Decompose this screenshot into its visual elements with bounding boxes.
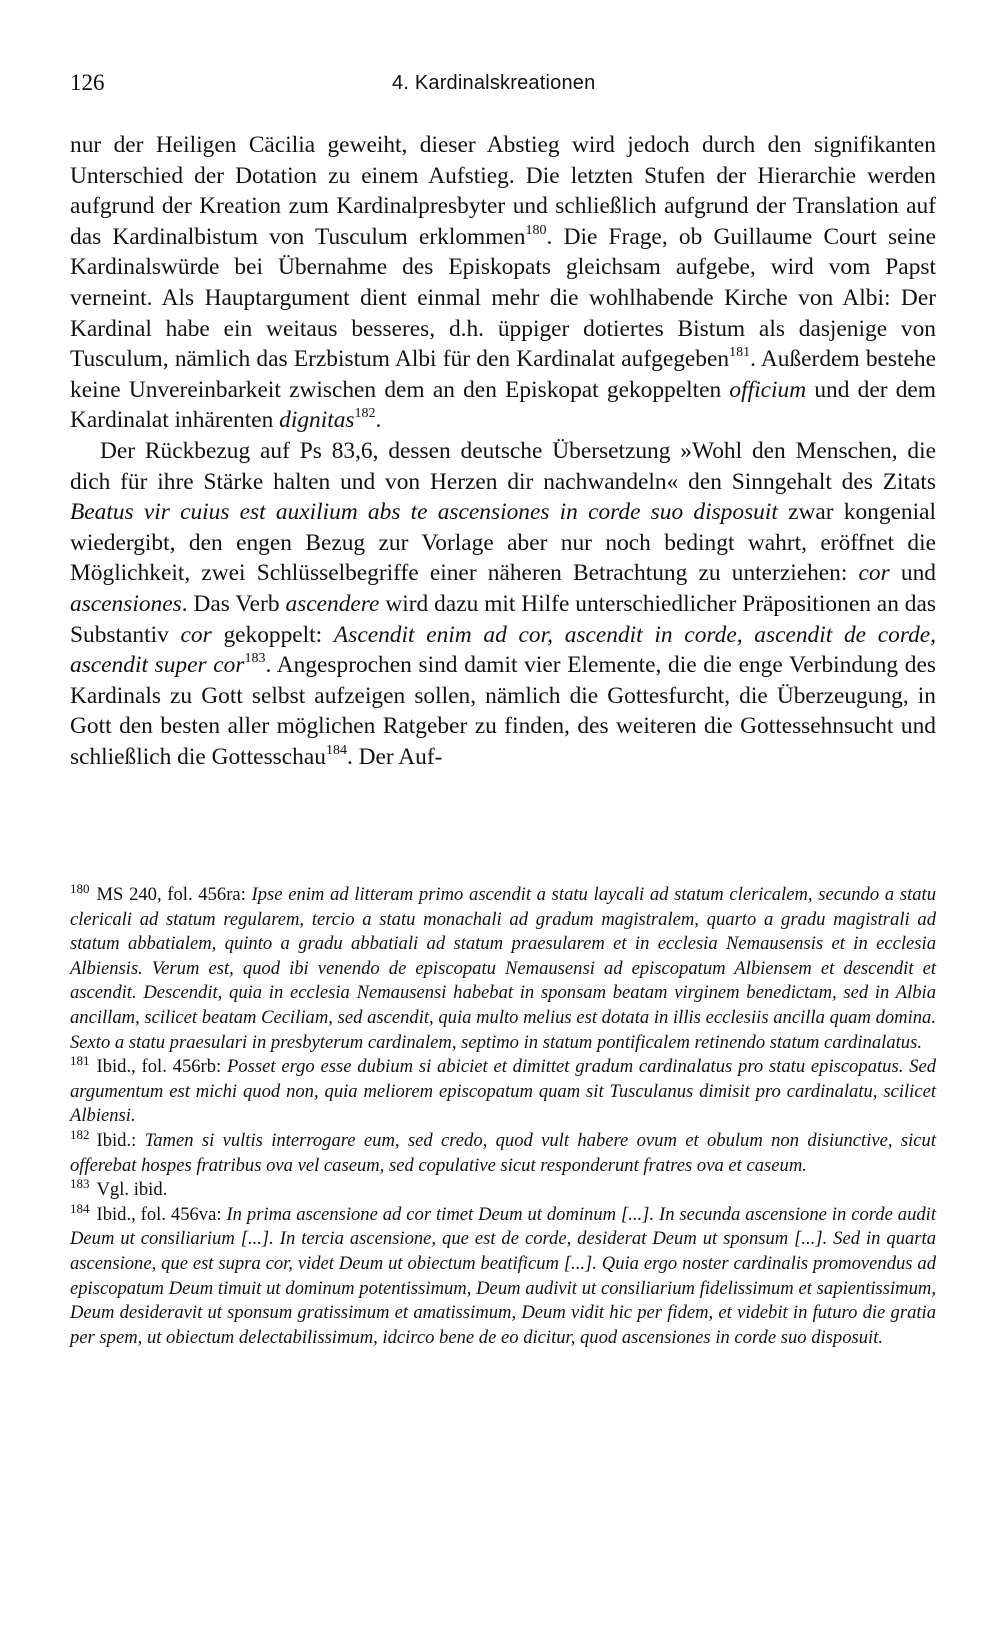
footnote-number: 182 (70, 1126, 90, 1142)
text-run: wird dazu mit Hilfe unterschiedlicher Präpositionen an das Substantiv (70, 590, 936, 648)
footnote-latin: Tamen si vultis interrogare eum, sed credo, quod vult habere ovum et obulum non disiunctive, sicut offerebat hospes fratribus ova vel caseum, sed copulative sicut responderunt fratres ova et caseum. (70, 1129, 936, 1176)
text-run: Der Rückbezug auf Ps 83,6, dessen deutsche Übersetzung »Wohl den Menschen, die dich für ihre Stärke halten und von Herzen dir nachwandeln« den Sinngehalt des Zitats (70, 437, 936, 495)
footnote-latin: Ipse enim ad litteram primo ascendit a statu laycali ad statum clericalem, secundo a statu clericali ad statum regularem, tercio a statu monachali ad gradum magistralem, quarto a gradu magistrali ad statum abbatialem, quinto a gradu abbatiali ad statum praesularem et in ecclesia Nemausensis et in ecclesia Albiensis. Verum est, quod ibi venendo de episcopatu Nemausensi ad episcopatum Albiensem et descendit et ascendit. Descendit, quia in ecclesia Nemausensi habebat in sponsam beatam virginem benedictam, sed in Albia ancillam, scilicet beatam Ceciliam, sed ascendit, quia multo melius est dotata in illis ecclesiis ancilla quam domina. Sexto a statu praesulari in presbyterum cardinalem, septimo in statum pontificalem retinendo statum cardinalatus. (70, 884, 936, 1053)
text-run: . Außerdem bestehe keine Unvereinbarkeit zwischen dem an den Episkopat gekoppelten (70, 346, 936, 403)
paragraph-1 (70, 130, 936, 436)
footnote-latin: Posset ergo esse dubium si abiciet et dimittet gradum cardinalatus pro statu episcopatus. Sed argumentum est michi quod non, quia meliorem episcopatum quam sit Tusculanus dimisit pro cardinalatu, scilicet Albiensi. (70, 1056, 936, 1127)
page-number: 126 (70, 70, 105, 95)
footnote-citation: Ibid.: (96, 1129, 145, 1151)
footnote-181 (70, 1055, 936, 1129)
footnote-183 (70, 1178, 936, 1203)
main-text (70, 130, 936, 772)
footnote-184 (70, 1200, 936, 1351)
text-run: und der dem Kardinalat inhärenten (70, 376, 936, 434)
latin-quote: Ascendit enim ad cor, ascendit in corde, ascendit de corde, ascendit super cor (70, 621, 937, 679)
footnote-number: 181 (70, 1053, 90, 1069)
footnote-number: 184 (70, 1200, 90, 1216)
footnote-ref-181: 181 (729, 345, 751, 361)
footnote-number: 183 (70, 1176, 90, 1192)
footnote-182 (70, 1126, 936, 1178)
footnote-citation: MS 240, fol. 456ra: (96, 884, 252, 905)
footnote-citation: Ibid., fol. 456va: (96, 1203, 227, 1225)
page-header (70, 70, 936, 110)
text-run: . Das Verb (181, 590, 286, 617)
text-run: . Die Frage, ob Guillaume Court seine Kardinalswürde bei Übernahme des Episkopats gleichsam aufgebe, wird vom Papst verneint. Als Hauptargument dient einmal mehr die wohlhabende Kirche von Albi: Der Kardinal habe ein weitaus besseres, d.h. üppiger dotiertes Bistum als dasjenige von Tusculum, nämlich das Erzbistum Albi für den Kardinalat aufgegeben (70, 223, 937, 373)
footnotes (70, 883, 936, 1350)
text-run: nur der Heiligen Cäcilia geweiht, dieser Abstieg wird jedoch durch den signifikanten Unterschied der Dotation zu einem Aufstieg. Die letzten Stufen der Hierarchie werden aufgrund der Kreation zum Kardinalpresbyter und schließlich aufgrund der Translation auf das Kardinalbistum von Tusculum erklommen (70, 132, 936, 250)
text-run: und (889, 560, 937, 587)
footnote-citation: Vgl. ibid. (96, 1179, 168, 1201)
running-head: 4. Kardinalskreationen (392, 72, 596, 94)
term-ascensiones: ascensiones (70, 590, 182, 617)
term-cor: cor (180, 621, 212, 648)
footnote-number: 180 (70, 881, 90, 896)
footnote-180 (70, 883, 936, 1055)
footnote-ref-184: 184 (325, 742, 347, 758)
term-ascendere: ascendere (285, 590, 380, 617)
term-cor: cor (858, 560, 890, 587)
footnote-citation: Ibid., fol. 456rb: (96, 1056, 227, 1078)
term-dignitas: dignitas (279, 407, 355, 434)
term-officium: officium (729, 376, 807, 403)
footnote-ref-182: 182 (354, 406, 376, 422)
text-run: zwar kongenial wiedergibt, den engen Bezug zur Vorlage aber nur noch bedingt wahrt, eröffnet die Möglichkeit, zwei Schlüsselbegriffe einer näheren Betrachtung zu unterziehen: (70, 499, 936, 587)
text-run: . Angesprochen sind damit vier Elemente, die die enge Verbindung des Kardinals zu Gott selbst aufzeigen sollen, nämlich die Gottesfurcht, die Überzeugung, in Gott den besten aller möglichen Ratgeber zu finden, des weiteren die Gottessehnsucht und schließlich die Gottesschau (70, 652, 936, 770)
latin-quote: Beatus vir cuius est auxilium abs te ascensiones in corde suo disposuit (70, 499, 778, 526)
text-run: . (375, 407, 382, 434)
footnote-ref-180: 180 (525, 222, 547, 238)
paragraph-2 (70, 436, 936, 773)
text-run: . Der Auf- (346, 743, 443, 770)
text-run: gekoppelt: (211, 621, 334, 648)
footnote-ref-183: 183 (244, 651, 266, 667)
footnote-latin: In prima ascensione ad cor timet Deum ut dominum [...]. In secunda ascensione in corde audit Deum ut consiliarium [...]. In tercia ascensione, que est de corde, desiderat Deum ut sponsum [...]. Sed in quarta ascensione, que est supra cor, videt Deum ut obiectum beatificum [...]. Quia ergo noster cardinalis promovendus ad episcopatum Deum timuit ut dominum potentissimum, Deum audivit ut consiliarium fidelissimum et sapientissimum, Deum desideravit ut sponsum gratissimum et amatissimum, Deum vidit hic per fidem, et videbit in futuro die gratia per spem, ut obiectum delectabilissimum, idcirco bene de eo dicitur, quod ascensiones in corde suo disposuit. (70, 1203, 936, 1348)
